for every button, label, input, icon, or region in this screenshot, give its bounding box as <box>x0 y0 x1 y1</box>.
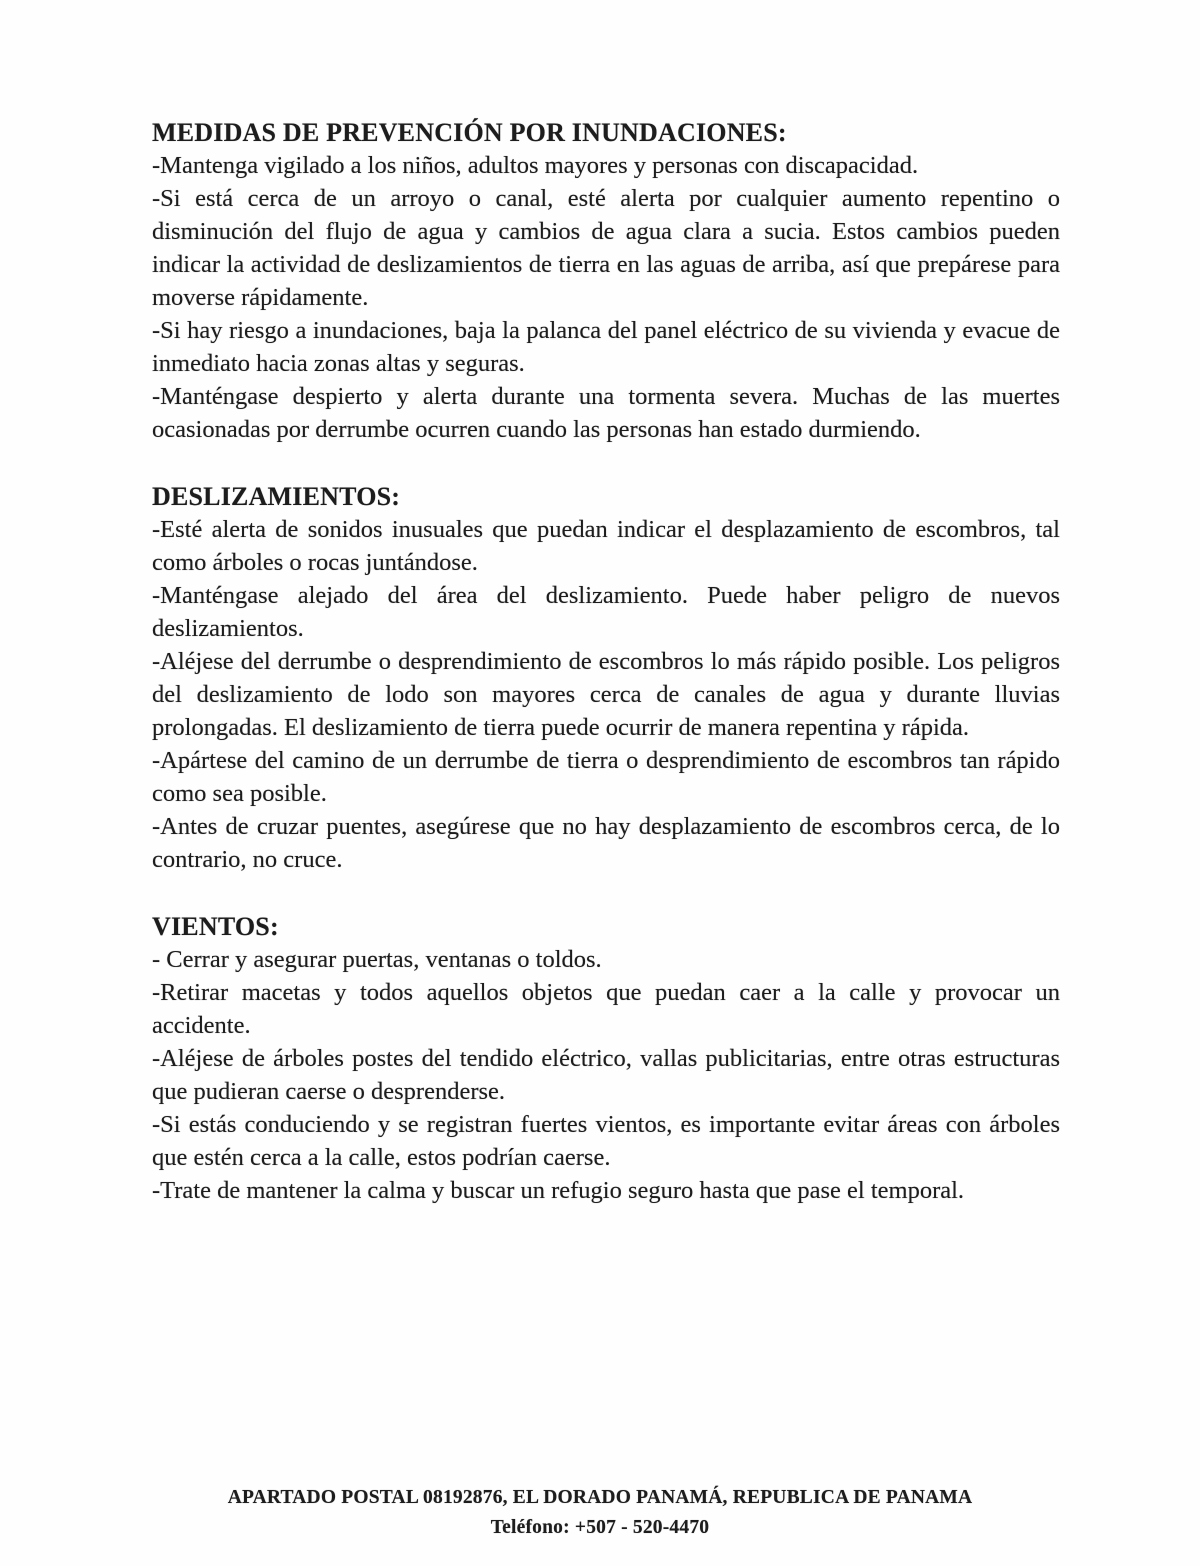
section-heading-vientos: VIENTOS: <box>152 912 279 941</box>
bullet-paragraph: -Manténgase alejado del área del deslizamiento. Puede haber peligro de nuevos deslizamientos. <box>152 582 1060 642</box>
section-inundaciones <box>152 116 1060 446</box>
bullet-paragraph: -Manténgase despierto y alerta durante una tormenta severa. Muchas de las muertes ocasionadas por derrumbe ocurren cuando las personas han estado durmiendo. <box>152 383 1060 443</box>
bullet-paragraph: -Retirar macetas y todos aquellos objetos que puedan caer a la calle y provocar un accidente. <box>152 979 1060 1039</box>
bullet-paragraph: -Mantenga vigilado a los niños, adultos mayores y personas con discapacidad. <box>152 152 919 179</box>
document-body <box>152 116 1060 1241</box>
bullet-paragraph: -Trate de mantener la calma y buscar un refugio seguro hasta que pase el temporal. <box>152 1177 965 1204</box>
bullet-paragraph: -Si hay riesgo a inundaciones, baja la palanca del panel eléctrico de su vivienda y evacue de inmediato hacia zonas altas y seguras. <box>152 317 1060 377</box>
footer-address: APARTADO POSTAL 08192876, EL DORADO PANAMÁ, REPUBLICA DE PANAMA <box>227 1487 973 1508</box>
bullet-paragraph: -Apártese del camino de un derrumbe de tierra o desprendimiento de escombros tan rápido como sea posible. <box>152 747 1060 807</box>
bullet-paragraph: -Aléjese del derrumbe o desprendimiento de escombros lo más rápido posible. Los peligros del deslizamiento de lodo son mayores cerca de canales de agua y durante lluvias prolongadas. El deslizamiento de tierra puede ocurrir de manera repentina y rápida. <box>152 648 1060 741</box>
bullet-paragraph: - Cerrar y asegurar puertas, ventanas o toldos. <box>152 946 602 973</box>
page-footer <box>0 1483 1200 1543</box>
footer-phone: Teléfono: +507 - 520-4470 <box>490 1517 710 1538</box>
section-vientos <box>152 910 1060 1207</box>
section-heading-deslizamientos: DESLIZAMIENTOS: <box>152 482 401 511</box>
bullet-paragraph: -Aléjese de árboles postes del tendido eléctrico, vallas publicitarias, entre otras estructuras que pudieran caerse o desprenderse. <box>152 1045 1060 1105</box>
section-deslizamientos <box>152 480 1060 876</box>
bullet-paragraph: -Si estás conduciendo y se registran fuertes vientos, es importante evitar áreas con árboles que estén cerca a la calle, estos podrían caerse. <box>152 1111 1060 1171</box>
section-heading-inundaciones: MEDIDAS DE PREVENCIÓN POR INUNDACIONES: <box>152 118 787 147</box>
bullet-paragraph: -Esté alerta de sonidos inusuales que puedan indicar el desplazamiento de escombros, tal como árboles o rocas juntándose. <box>152 516 1060 576</box>
bullet-paragraph: -Si está cerca de un arroyo o canal, esté alerta por cualquier aumento repentino o disminución del flujo de agua y cambios de agua clara a sucia. Estos cambios pueden indicar la actividad de deslizamientos de tierra en las aguas de arriba, así que prepárese para moverse rápidamente. <box>152 185 1060 311</box>
bullet-paragraph: -Antes de cruzar puentes, asegúrese que no hay desplazamiento de escombros cerca, de lo contrario, no cruce. <box>152 813 1060 873</box>
